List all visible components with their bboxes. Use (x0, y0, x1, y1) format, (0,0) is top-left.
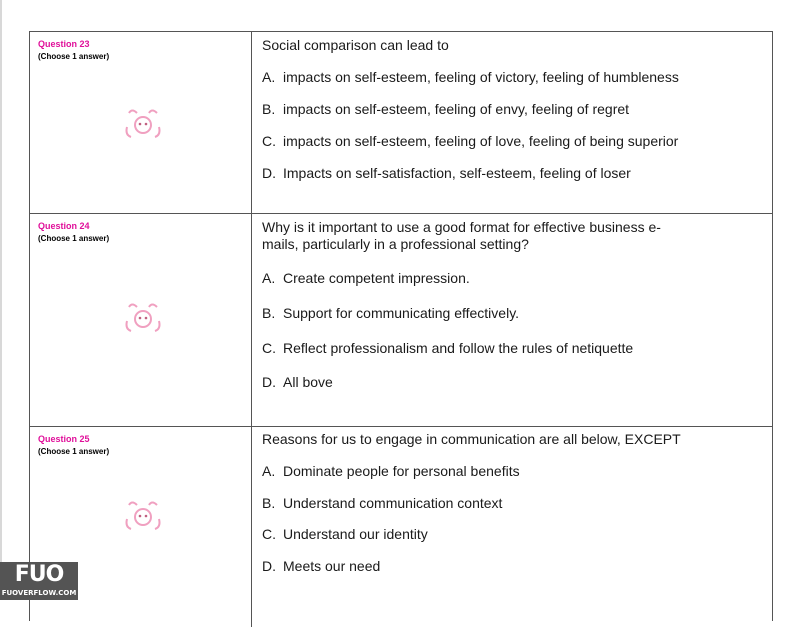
question-text: Why is it important to use a good format for effective business e-mails, particularly in a professional setting? (262, 219, 661, 252)
option-letter: D. (262, 374, 276, 390)
option-a[interactable] (262, 463, 732, 480)
question-row (30, 427, 772, 627)
question-content-cell (252, 214, 772, 426)
question-meta-cell (30, 32, 252, 213)
smiley-mark-icon (123, 497, 163, 535)
option-letter: B. (262, 101, 276, 117)
option-letter: C. (262, 340, 276, 356)
option-text: Dominate people for personal benefits (283, 463, 520, 479)
option-c[interactable] (262, 133, 732, 150)
watermark-logo-text: FUO (14, 562, 64, 587)
smiley-mark-icon (123, 299, 163, 337)
option-text: impacts on self-esteem, feeling of victory, feeling of humbleness (283, 69, 679, 85)
option-letter: A. (262, 463, 276, 479)
option-a[interactable] (262, 69, 732, 86)
option-b[interactable] (262, 495, 732, 512)
option-b[interactable] (262, 305, 732, 322)
question-instruction: (Choose 1 answer) (38, 52, 110, 61)
question-row (30, 214, 772, 427)
option-letter: B. (262, 305, 276, 321)
watermark-site-text: FUOVERFLOW.COM (1, 589, 77, 597)
option-letter: C. (262, 133, 276, 149)
option-letter: D. (262, 165, 276, 181)
option-letter: C. (262, 526, 276, 542)
question-text: Reasons for us to engage in communication are all below, EXCEPT (262, 431, 681, 447)
question-instruction: (Choose 1 answer) (38, 234, 110, 243)
option-text: All bove (283, 374, 333, 390)
option-letter: D. (262, 558, 276, 574)
option-d[interactable] (262, 374, 732, 391)
option-text: Support for communicating effectively. (283, 305, 520, 321)
option-letter: A. (262, 270, 276, 286)
option-text: Impacts on self-satisfaction, self-esteem, feeling of loser (283, 165, 631, 181)
option-text: Reflect professionalism and follow the rules of netiquette (283, 340, 634, 356)
option-text: impacts on self-esteem, feeling of envy, feeling of regret (283, 101, 630, 117)
question-meta-cell (30, 214, 252, 426)
option-letter: B. (262, 495, 276, 511)
question-text: Social comparison can lead to (262, 37, 449, 53)
option-b[interactable] (262, 101, 732, 118)
smiley-mark-icon (123, 105, 163, 143)
option-letter: A. (262, 69, 276, 85)
option-text: impacts on self-esteem, feeling of love, feeling of being superior (283, 133, 679, 149)
fuoverflow-watermark (0, 562, 78, 600)
option-d[interactable] (262, 558, 732, 575)
question-row (30, 32, 772, 214)
question-content-cell (252, 427, 772, 627)
question-number: Question 25 (38, 434, 90, 444)
option-d[interactable] (262, 165, 732, 182)
question-number: Question 24 (38, 221, 90, 231)
question-number: Question 23 (38, 39, 90, 49)
page-edge (0, 0, 2, 600)
option-c[interactable] (262, 526, 732, 543)
option-text: Understand our identity (283, 526, 428, 542)
option-c[interactable] (262, 340, 732, 357)
quiz-table (29, 31, 773, 621)
question-instruction: (Choose 1 answer) (38, 447, 110, 456)
option-a[interactable] (262, 270, 732, 287)
option-text: Understand communication context (283, 495, 503, 511)
option-text: Meets our need (283, 558, 381, 574)
option-text: Create competent impression. (283, 270, 470, 286)
question-content-cell (252, 32, 772, 213)
